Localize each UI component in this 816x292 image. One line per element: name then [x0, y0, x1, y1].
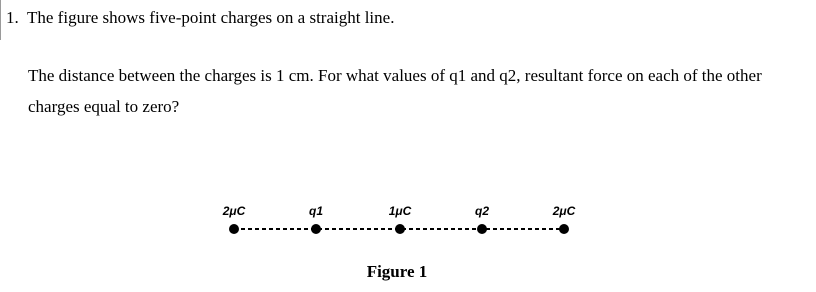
charge-label-3: 1μC: [388, 204, 412, 218]
charge-label-2: q1: [308, 204, 324, 218]
question-number: 1.: [6, 8, 19, 27]
charges-diagram: [210, 198, 590, 288]
charges-figure: [210, 198, 590, 288]
question-body: The distance between the charges is 1 cm. For what values of q1 and q2, resultant force on each of the other charges equal to zero?: [28, 66, 762, 116]
left-margin-rule: [0, 0, 1, 40]
figure-caption: Figure 1: [366, 262, 428, 281]
charge-dot-1: [229, 224, 239, 234]
charge-dot-2: [311, 224, 321, 234]
charge-dot-5: [559, 224, 569, 234]
charge-dot-4: [477, 224, 487, 234]
charge-label-4: q2: [474, 204, 490, 218]
charge-dot-3: [395, 224, 405, 234]
question-title: The figure shows five-point charges on a straight line.: [27, 8, 395, 27]
charge-label-1: 2μC: [222, 204, 246, 218]
charge-label-5: 2μC: [552, 204, 576, 218]
